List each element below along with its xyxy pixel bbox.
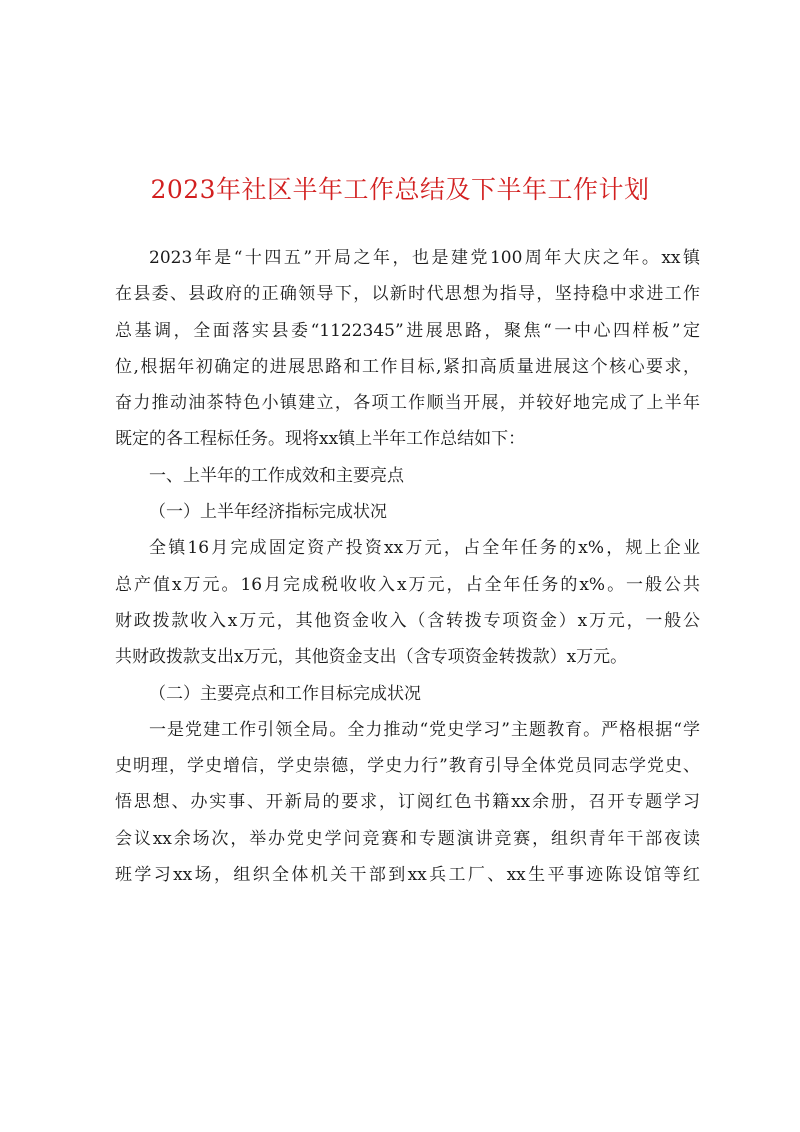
body-text-line: 既定的各工程标任务。现将xx镇上半年工作总结如下： <box>115 429 526 450</box>
body-text-line: 总基调，全面落实县委“1122345”进展思路，聚焦“一中心四样板”定 <box>115 320 700 341</box>
body-text-line: 史明理，学史增信，学史崇德，学史力行”教育引导全体党员同志学党史、 <box>115 756 700 777</box>
body-text-line: （二）主要亮点和工作目标完成状况 <box>149 683 421 704</box>
body-text-line: 悟思想、办实事、开新局的要求，订阅红色书籍xx余册，召开专题学习 <box>115 792 700 813</box>
body-text-line: 一、上半年的工作成效和主要亮点 <box>149 465 404 486</box>
body-text-line: 在县委、县政府的正确领导下，以新时代思想为指导，坚持稳中求进工作 <box>115 284 700 305</box>
body-text-line: 财政拨款收入x万元，其他资金收入（含转拨专项资金）x万元，一般公 <box>115 610 700 631</box>
body-text-line: 2023年是“十四五”开局之年，也是建党100周年大庆之年。xx镇 <box>149 248 700 268</box>
body-text-line: 全镇16月完成固定资产投资xx万元，占全年任务的x%，规上企业 <box>149 538 700 559</box>
body-text-line: 一是党建工作引领全局。全力推动“党史学习”主题教育。严格根据“学 <box>149 719 700 740</box>
body-text-line: （一）上半年经济指标完成状况 <box>149 502 387 523</box>
body-text-line: 总产值x万元。16月完成税收收入x万元，占全年任务的x%。一般公共 <box>115 574 700 595</box>
body-text-line: 会议xx余场次，举办党史学问竞赛和专题演讲竞赛，组织青年干部夜读 <box>115 828 700 849</box>
body-text-line: 班学习xx场，组织全体机关干部到xx兵工厂、xx生平事迹陈设馆等红 <box>115 865 700 886</box>
document-title: 2023年社区半年工作总结及下半年工作计划 <box>150 175 650 204</box>
body-text-line: 奋力推动油茶特色小镇建立，各项工作顺当开展，并较好地完成了上半年 <box>115 393 700 414</box>
document-body <box>115 240 700 893</box>
body-text-line: 位,根据年初确定的进展思路和工作目标,紧扣高质量进展这个核心要求， <box>115 356 700 377</box>
body-text-line: 共财政拨款支出x万元，其他资金支出（含专项资金转拨款）x万元。 <box>115 647 628 668</box>
